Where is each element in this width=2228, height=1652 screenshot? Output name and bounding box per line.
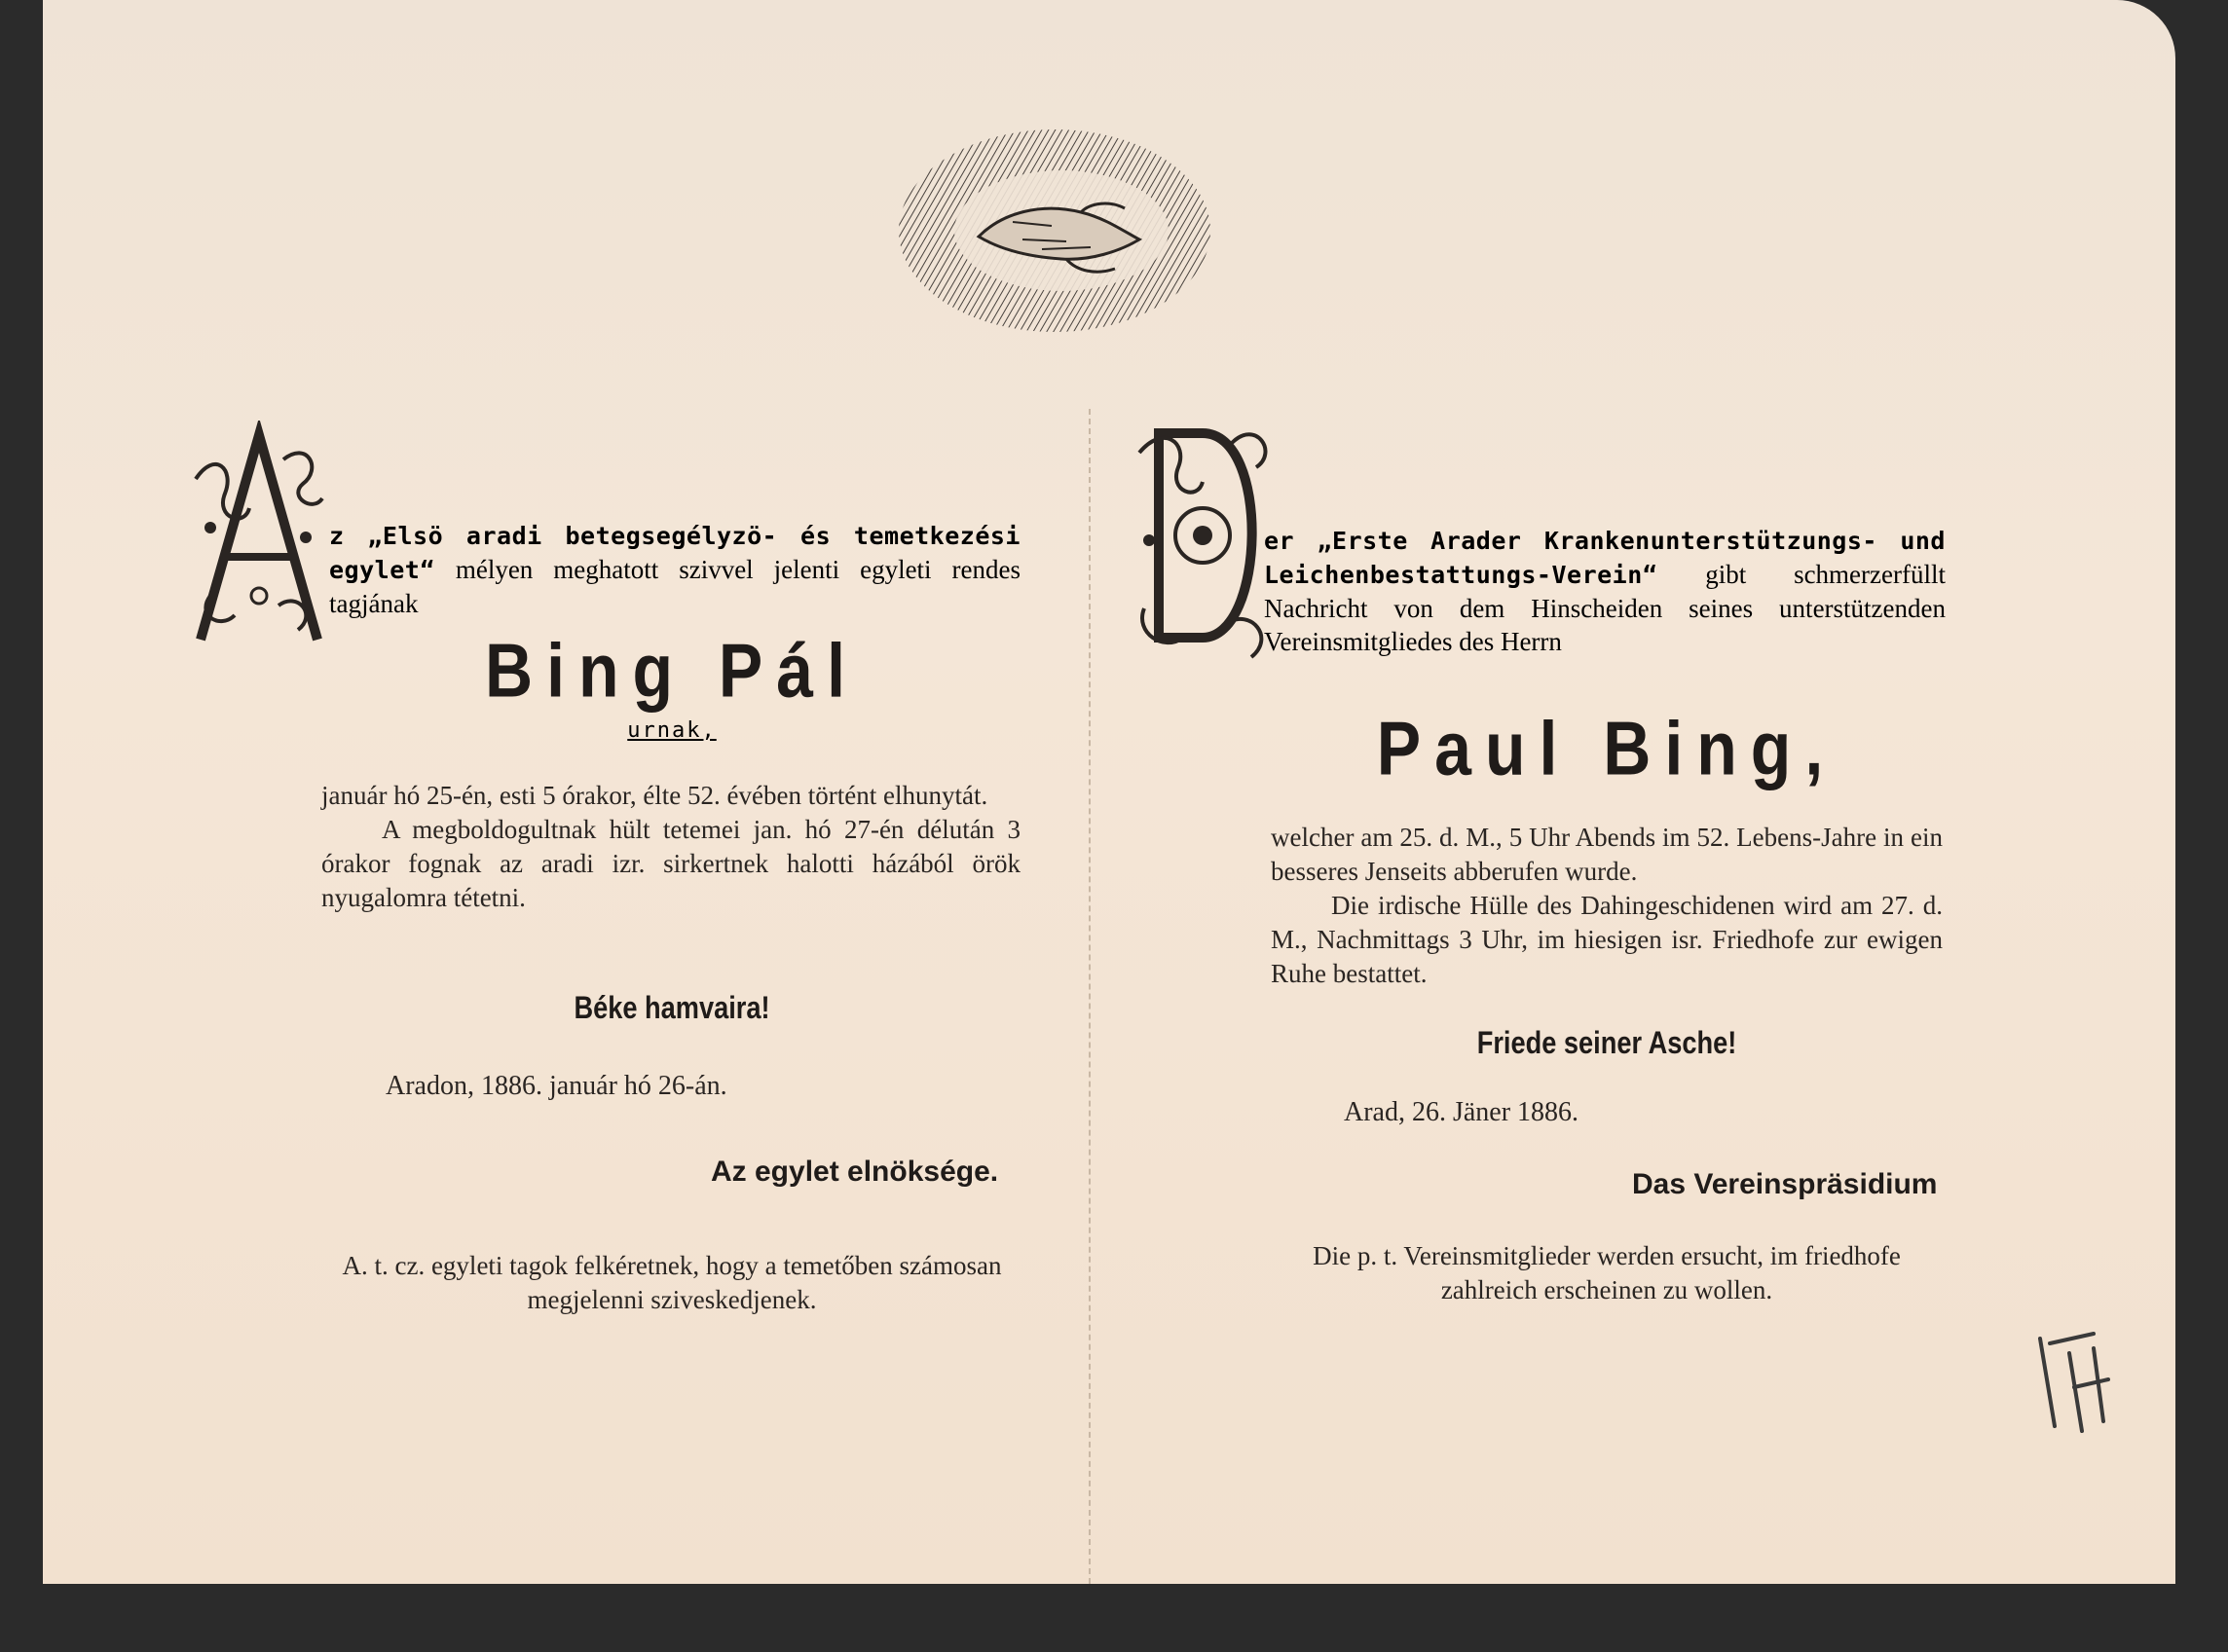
hungarian-signature: Az egylet elnöksége. [711,1156,999,1188]
hungarian-death-paragraph: január hó 25-én, esti 5 órakor, élte 52. évében történt elhunytát. [321,781,988,810]
hungarian-association-name: z „Elsö aradi betegsegélyzö- és temetkezési egylet“ [329,522,1021,584]
german-members-note: Die p. t. Vereinsmitglieder werden ersucht, im friedhofe zahlreich erscheinen zu wollen. [1313,1241,1901,1304]
deceased-name-german: Paul Bing, [1376,706,1838,791]
hungarian-burial-paragraph: A megboldogultnak hült tetemei jan. hó 27-én délután 3 órakor fognak az aradi izr. sirkertnek halotti házából örök nyugalomra tétetni. [321,815,1021,912]
ornamental-initial-a-icon [191,421,327,654]
deceased-name-hungarian: Bing Pál [484,628,860,714]
german-intro-text: gibt schmerzerfüllt Nachricht von dem Hinscheiden seines unterstützenden Vereinsmitgliedes des Herrn [1264,560,1946,656]
german-association-name: er „Erste Arader Krankenunterstützungs- und Leichenbestattungs-Verein“ [1264,527,1946,589]
fold-line [1089,409,1093,1584]
german-dateline: Arad, 26. Jäner 1886. [1344,1097,1579,1127]
honorific-suffix: urnak, [627,718,717,743]
hungarian-dateline: Aradon, 1886. január hó 26-án. [386,1071,727,1101]
german-body [1271,821,1943,991]
german-intro [1264,524,1946,658]
german-peace-phrase: Friede seiner Asche! [1476,1025,1737,1060]
ornamental-initial-d-icon [1134,414,1281,667]
german-signature: Das Vereinspräsidium [1632,1168,1938,1200]
german-death-paragraph: welcher am 25. d. M., 5 Uhr Abends im 52. Lebens-Jahre in ein besseres Jenseits abberufen wurde. [1271,823,1943,886]
hungarian-body [321,779,1021,915]
hungarian-intro [329,519,1021,620]
hungarian-members-note: A. t. cz. egyleti tagok felkéretnek, hogy a temetőben számosan megjelenni sziveskedjenek. [342,1251,1002,1314]
clasped-hands-vignette-icon [896,125,1213,337]
hungarian-intro-text: mélyen meghatott szivvel jelenti egyleti rendes tagjának [329,555,1021,618]
handwritten-archive-mark-icon [2035,1329,2113,1436]
hungarian-peace-phrase: Béke hamvaira! [574,990,770,1025]
german-burial-paragraph: Die irdische Hülle des Dahingeschidenen wird am 27. d. M., Nachmittags 3 Uhr, im hiesigen isr. Friedhofe zur ewigen Ruhe bestattet. [1271,891,1943,988]
